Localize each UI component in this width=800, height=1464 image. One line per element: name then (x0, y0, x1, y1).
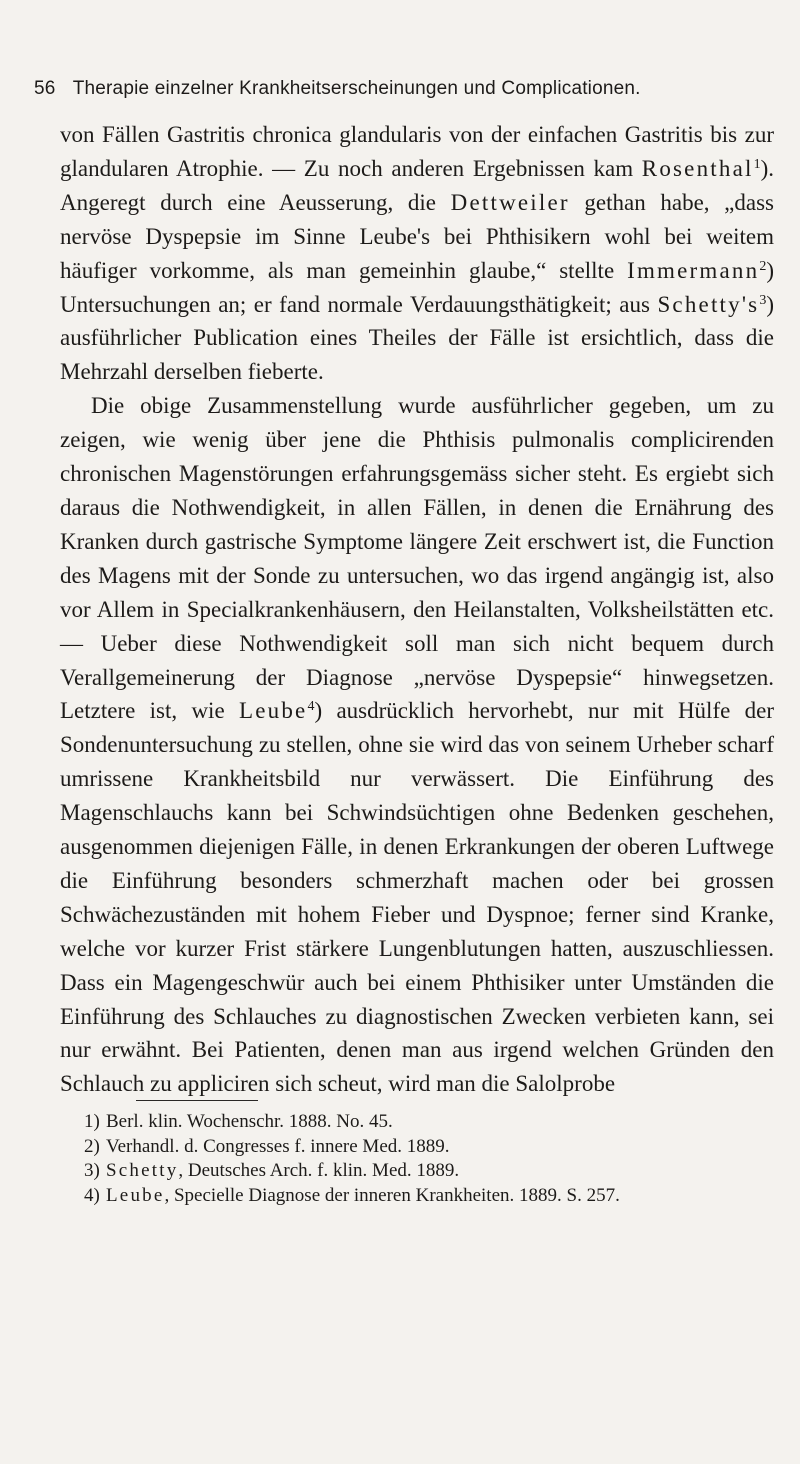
footnotes (84, 1110, 774, 1208)
footnote-ref: 3 (759, 292, 767, 308)
footnote-ref-paren: ) (766, 291, 774, 317)
footnote-ref: 1 (753, 156, 761, 172)
footnote (84, 1159, 774, 1184)
footnote-text: , Deutsches Arch. f. klin. Med. 1889. (178, 1160, 460, 1182)
footnote (84, 1184, 774, 1209)
paragraph-2 (60, 389, 774, 1101)
footnote-author: Leube (106, 1184, 165, 1206)
footnote-text: Verhandl. d. Congresses f. innere Med. 1889. (106, 1135, 450, 1157)
text-run: . Angeregt durch eine Aeusserung, die (60, 155, 774, 215)
text-run: gethan habe, „dass nervöse Dyspepsie im Sinne Leube's bei Phthisikern wohl bei weitem häufiger vorkomme, als man gemeinhin glaube,“ stellte (60, 189, 774, 283)
text-run: Die obige Zusammenstellung wurde ausführlicher gegeben, um zu zeigen, wie wenig über jene die Phthisis pulmonalis complicirenden chronischen Magenstörungen erfahrungsgemäss sicher steht. Es ergiebt sich daraus die Nothwendigkeit, in allen Fällen, in denen die Ernährung des Kranken durch gastrische Symptome längere Zeit erschwert ist, die Function des Magens mit der Sonde zu untersuchen, wo das irgend angängig ist, also vor Allem in Specialkrankenhäusern, den Heilanstalten, Volksheilstätten etc. — Ueber diese Nothwendigkeit soll man sich nicht bequem durch Verallgemeinerung der Diagnose „nervöse Dyspepsie“ hinwegsetzen. Letztere ist, wie (60, 393, 774, 724)
footnote (84, 1110, 774, 1135)
footnote-text: , Specielle Diagnose der inneren Krankheiten. 1889. S. 257. (164, 1184, 620, 1206)
running-header (34, 78, 774, 100)
footnote-text: Berl. klin. Wochenschr. 1888. No. 45. (106, 1111, 393, 1132)
body-text (60, 118, 774, 1101)
running-title: Therapie einzelner Krankheitserscheinungen und Complicationen. (72, 78, 641, 99)
footnote-ref-paren: ) (314, 698, 323, 724)
text-run: ausführlicher Publication eines Theiles der Fälle ist ersichtlich, dass die Mehrzahl derselben fieberte. (60, 325, 774, 385)
footnote-number: 1) (84, 1111, 100, 1132)
author-name: Leube (238, 698, 308, 724)
footnote (84, 1135, 774, 1160)
paragraph-1 (60, 118, 774, 389)
footnote-ref-paren: ) (760, 155, 769, 181)
page-number: 56 (34, 78, 56, 99)
footnote-number: 3) (84, 1160, 100, 1182)
author-name: Rosenthal (641, 155, 754, 181)
footnote-author: Schetty (106, 1160, 179, 1182)
footnote-ref: 2 (759, 258, 767, 274)
footnote-number: 2) (84, 1135, 100, 1157)
author-name: Immermann (627, 257, 760, 283)
author-name: Schetty's (657, 291, 760, 317)
footnote-number: 4) (84, 1184, 100, 1206)
text-run: Untersuchungen an; er fand normale Verdauungsthätigkeit; aus (60, 291, 658, 317)
text-run: ausdrücklich hervorhebt, nur mit Hülfe der Sondenuntersuchung zu stellen, ohne sie wird das von seinem Urheber scharf umrissene Krankheitsbild nur verwässert. Die Einführung des Magenschlauchs kann bei Schwindsüchtigen ohne Bedenken geschehen, ausgenommen diejenigen Fälle, in denen Erkrankungen der oberen Luftwege die Einführung besonders schmerzhaft machen oder bei grossen Schwächezuständen mit hohem Fieber und Dyspnoe; ferner sind Kranke, welche vor kurzer Frist stärkere Lungenblutungen hatten, auszuschliessen. Dass ein Magengeschwür auch bei einem Phthisiker unter Umständen die Einführung des Schlauches zu diagnostischen Zwecken verbieten kann, sei nur erwähnt. Bei Patienten, denen man aus irgend welchen Gründen den Schlauch zu appliciren sich scheut, wird man die Salolprobe (60, 698, 774, 1097)
footnote-ref: 4 (307, 699, 315, 715)
footnote-divider (136, 1100, 258, 1101)
text-run: von Fällen Gastritis chronica glandularis von der einfachen Gastritis bis zur glandularen Atrophie. — Zu noch anderen Ergebnissen kam (60, 122, 774, 181)
footnote-ref-paren: ) (766, 257, 774, 283)
author-name: Dettweiler (450, 189, 570, 215)
